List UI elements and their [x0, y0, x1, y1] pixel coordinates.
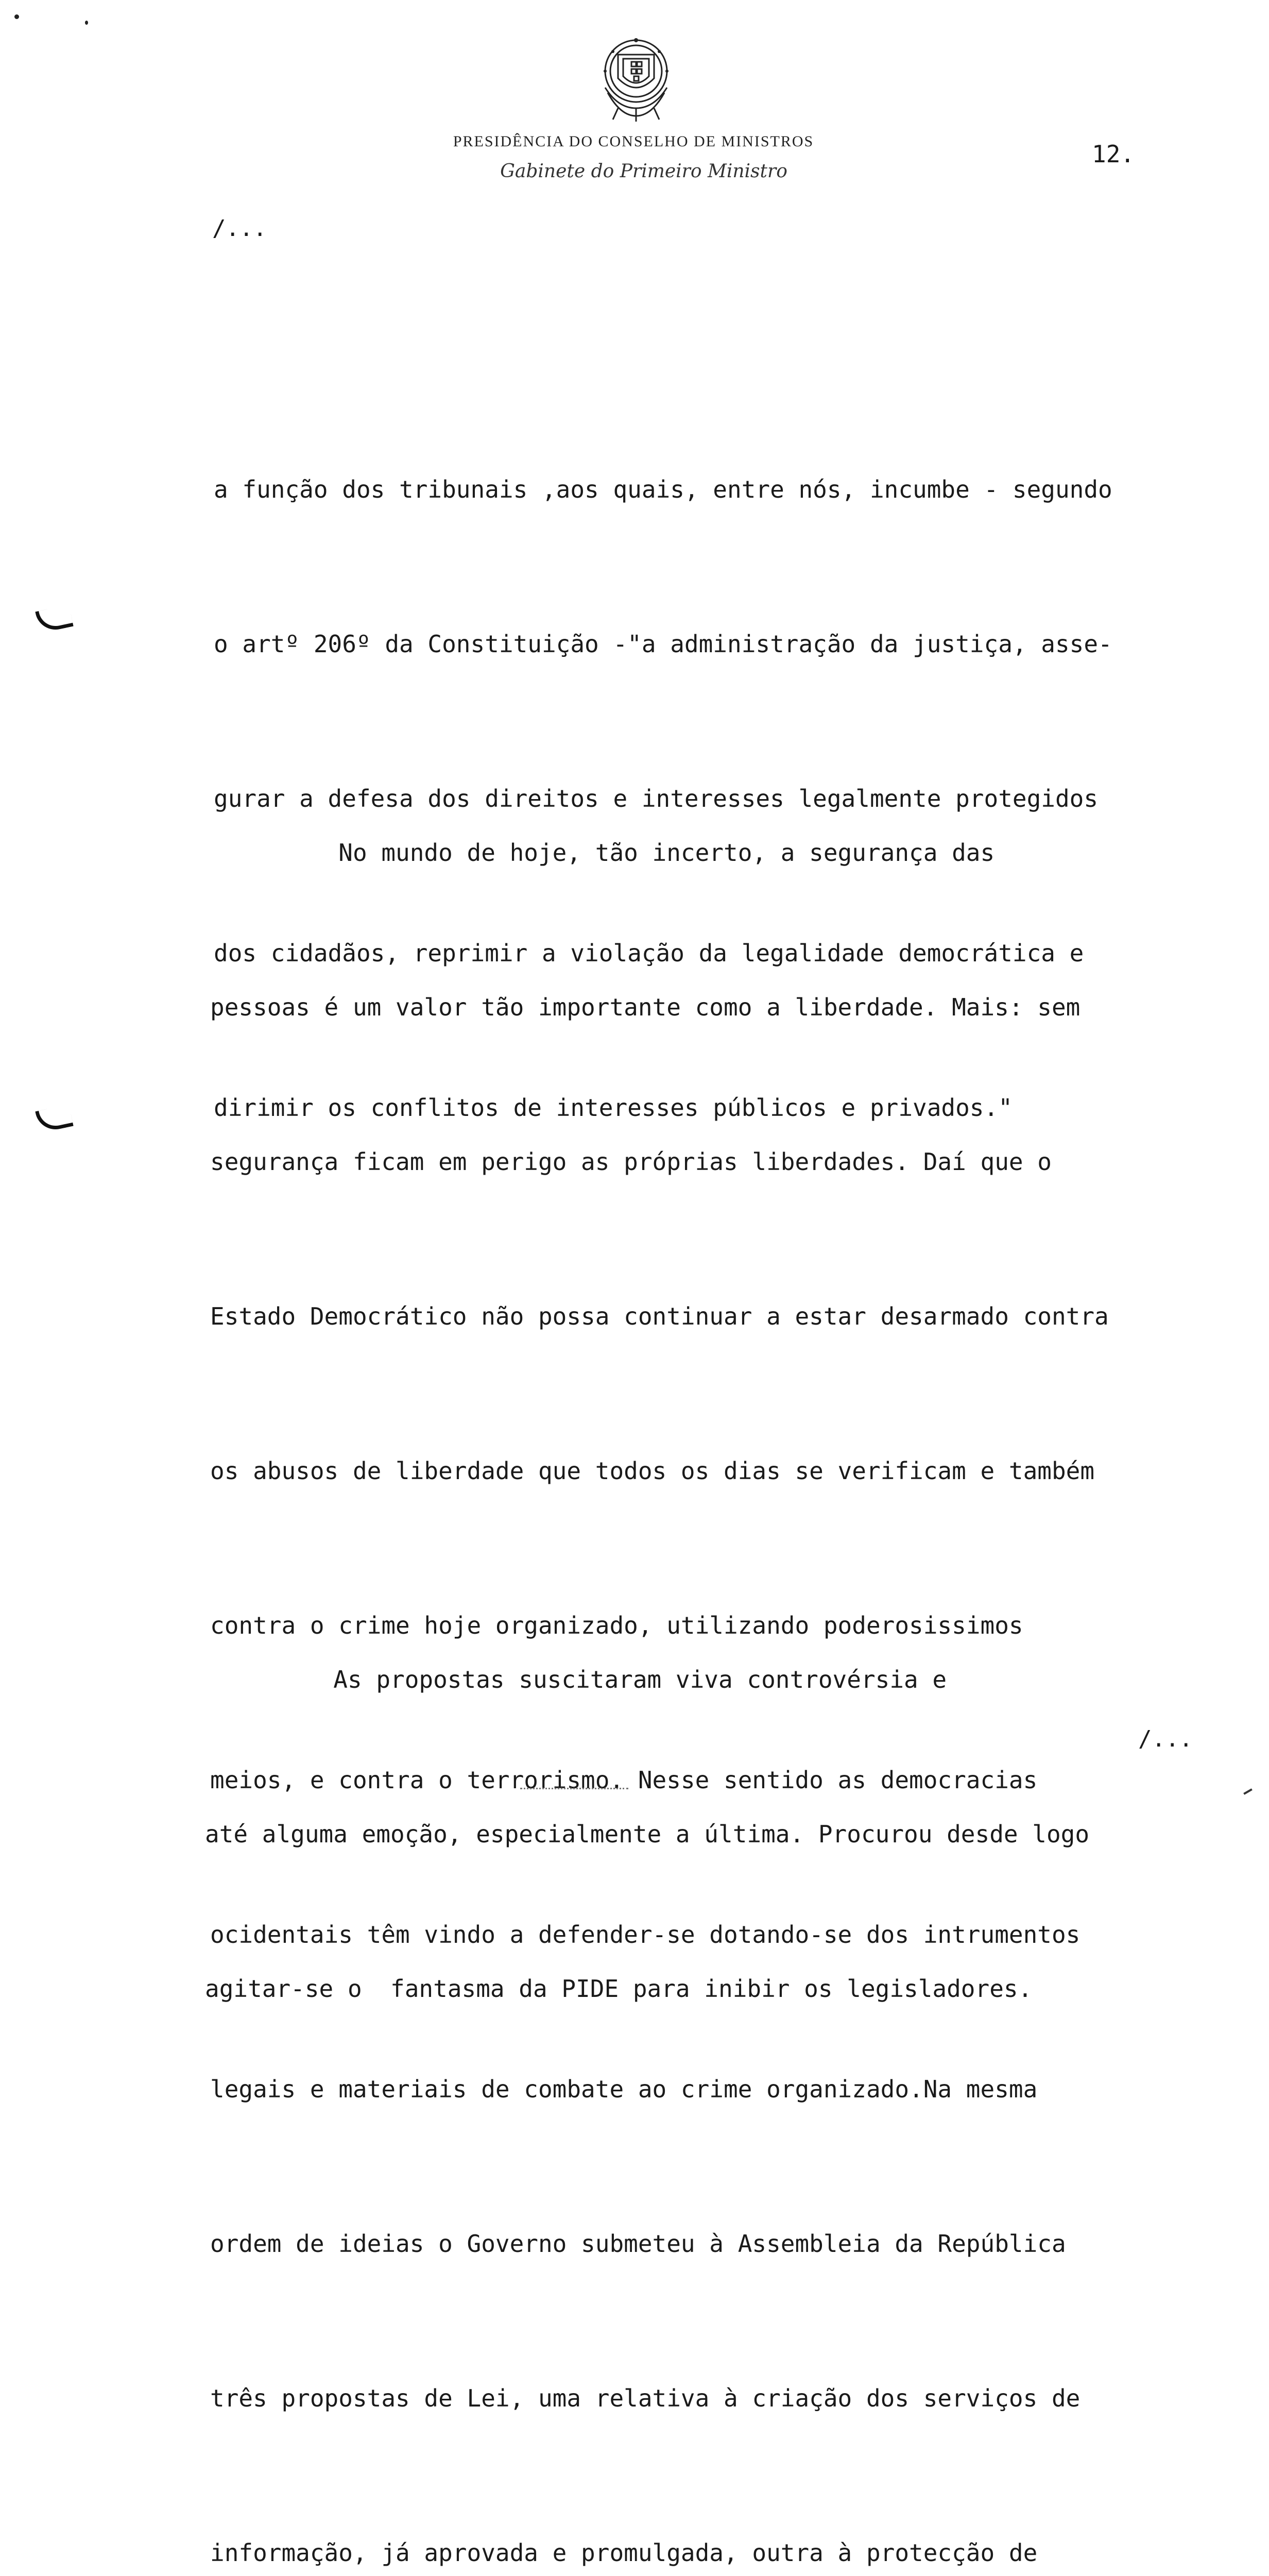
margin-mark — [35, 605, 73, 634]
footer-scan-marks — [520, 1788, 628, 1791]
page-number: 12. — [1092, 140, 1135, 168]
text-line: agitar-se o fantasma da PIDE para inibir os legisladores. — [205, 1975, 1033, 2003]
text-line: Estado Democrático não possa continuar a estar desarmado contra — [210, 1302, 1109, 1330]
corner-scan-mark — [1241, 1785, 1253, 1794]
text-line: meios, e contra o terrorismo. Nesse sentido as democracias — [210, 1766, 1038, 1794]
text-line: até alguma emoção, especialmente a última. Procurou desde logo — [205, 1820, 1090, 1848]
text-line: contra o crime hoje organizado, utilizando poderosissimos — [210, 1612, 1023, 1639]
text-line: três propostas de Lei, uma relativa à criação dos serviços de — [210, 2384, 1081, 2412]
scan-speck — [85, 21, 88, 25]
text-line: ordem de ideias o Governo submeteu à Assembleia da República — [210, 2230, 1066, 2258]
text-line: pessoas é um valor tão importante como a liberdade. Mais: sem — [210, 993, 1081, 1021]
text-line: dirimir os conflitos de interesses públicos e privados." — [214, 1094, 1013, 1122]
coat-of-arms-seal — [587, 31, 685, 129]
letterhead-office: Gabinete do Primeiro Ministro — [500, 161, 787, 182]
continuation-marker-top: /... — [212, 215, 267, 242]
text-line: os abusos de liberdade que todos os dias se verificam e também — [210, 1457, 1095, 1485]
continuation-marker-bottom: /... — [1138, 1726, 1193, 1752]
text-line: dos cidadãos, reprimir a violação da legalidade democrática e — [214, 939, 1084, 967]
text-line: legais e materiais de combate ao crime organizado.Na mesma — [210, 2075, 1038, 2103]
scan-speck — [14, 14, 19, 19]
text-line: gurar a defesa dos direitos e interesses legalmente protegidos — [214, 785, 1099, 812]
text-line: No mundo de hoje, tão incerto, a segurança das — [210, 839, 995, 867]
letterhead-institution: PRESIDÊNCIA DO CONSELHO DE MINISTROS — [453, 133, 814, 150]
text-line: ocidentais têm vindo a defender-se dotando-se dos intrumentos — [210, 1921, 1081, 1948]
margin-mark — [35, 1105, 73, 1133]
text-line: informação, já aprovada e promulgada, outra à protecção de — [210, 2539, 1038, 2567]
text-line: segurança ficam em perigo as próprias liberdades. Daí que o — [210, 1148, 1052, 1176]
text-line: As propostas suscitaram viva controvérsia e — [205, 1666, 947, 1693]
text-line: o artº 206º da Constituição -"a administração da justiça, asse- — [214, 630, 1112, 658]
paragraph-3 — [205, 1551, 1089, 2117]
text-line: a função dos tribunais ,aos quais, entre nós, incumbe - segundo — [214, 476, 1112, 503]
